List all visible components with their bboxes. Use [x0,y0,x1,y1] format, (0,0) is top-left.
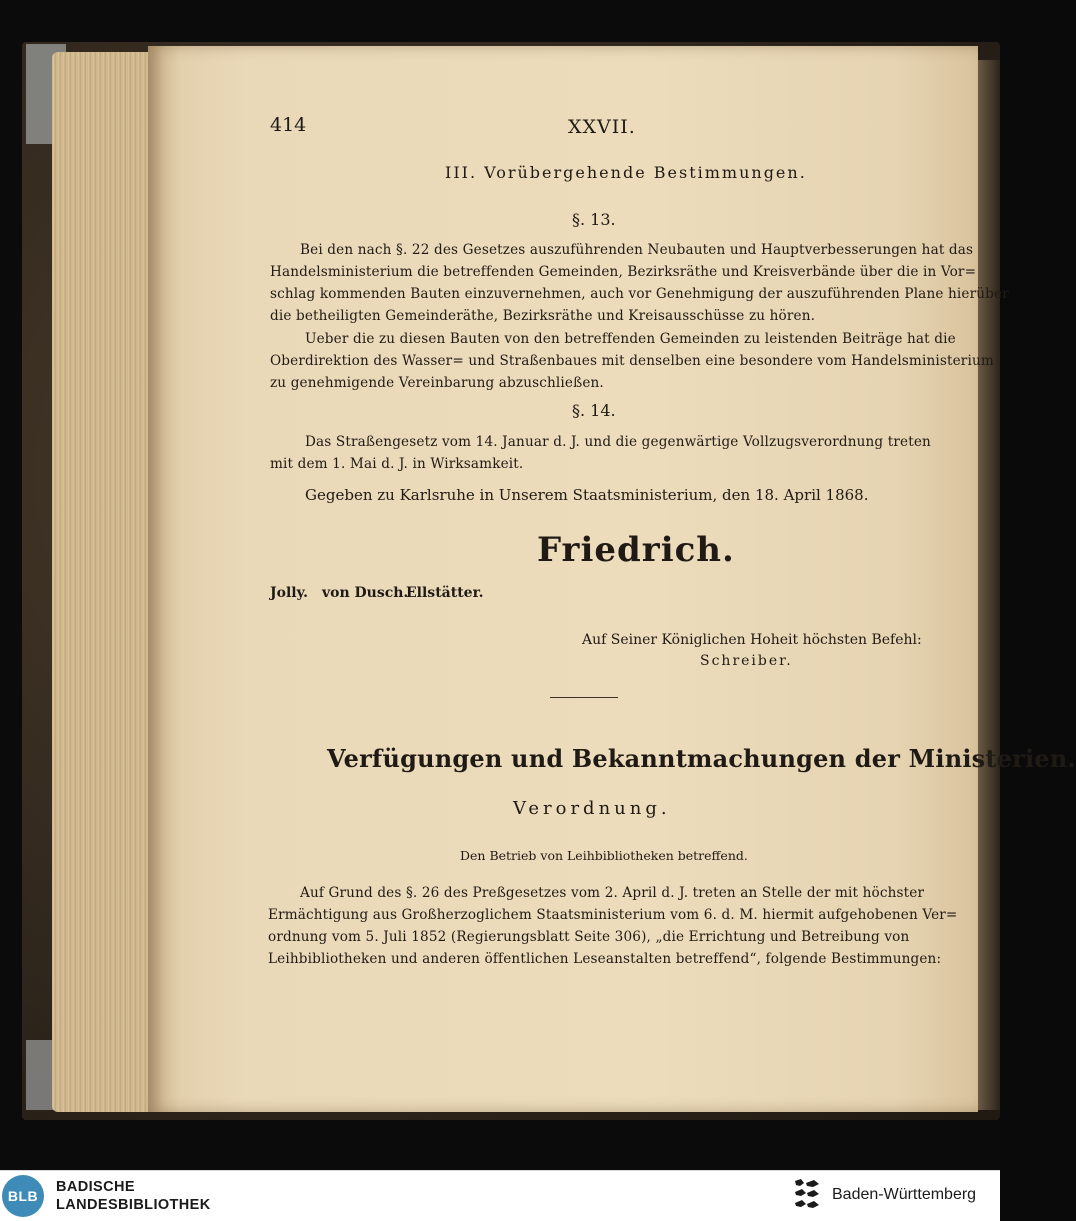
para13-line-5: Ueber die zu diesen Bauten von den betreffenden Gemeinden zu leistenden Beiträge hat die [305,331,956,347]
baden-wuerttemberg-crest-icon [792,1177,822,1215]
by-order-line: Auf Seiner Königlichen Hoheit höchsten Befehl: [582,632,922,648]
para13-line-7: zu genehmigende Vereinbarung abzuschließen. [270,375,604,391]
para13-line-3: schlag kommenden Bauten einzuvernehmen, auch vor Genehmigung der auszuführenden Plane hierüber [270,286,1009,302]
section-roman-numeral: XXVII. [568,116,636,138]
minister-ellstaetter: Ellstätter. [406,585,484,601]
section-title: III. Vorübergehende Bestimmungen. [445,163,807,182]
page-number: 414 [270,114,307,136]
para13-line-2: Handelsministerium die betreffenden Gemeinden, Bezirksräthe und Kreisverbände über die in Vor= [270,264,977,280]
section-divider [550,697,618,698]
final-line-1: Auf Grund des §. 26 des Preßgesetzes vom 2. April d. J. treten an Stelle der mit höchster [300,885,925,901]
ministry-heading: Verfügungen und Bekanntmachungen der Ministerien. [327,744,1076,773]
minister-jolly: Jolly. [270,585,309,601]
footer-bar [0,1170,1000,1221]
para14-line-1: Das Straßengesetz vom 14. Januar d. J. und die gegenwärtige Vollzugsverordnung treten [305,434,931,450]
minister-von-dusch: von Dusch. [322,585,409,601]
final-line-2: Ermächtigung aus Großherzoglichem Staatsministerium vom 6. d. M. hiermit aufgehobenen Ver= [268,907,958,923]
library-name-line1: BADISCHE [56,1179,135,1195]
subject-line: Den Betrieb von Leihbibliotheken betreffend. [460,848,748,863]
verordnung-title: Verordnung. [513,798,671,819]
para13-line-6: Oberdirektion des Wasser= und Straßenbaues mit denselben eine besondere vom Handelsministerium [270,353,994,369]
blb-logo-icon[interactable]: BLB [2,1175,44,1217]
final-line-4: Leihbibliotheken und anderen öffentlichen Leseanstalten betreffend“, folgende Bestimmungen: [268,951,942,967]
signature-friedrich: Friedrich. [537,530,735,570]
para14-line-2: mit dem 1. Mai d. J. in Wirksamkeit. [270,456,524,472]
final-line-3: ordnung vom 5. Juli 1852 (Regierungsblatt Seite 306), „die Errichtung und Betreibung von [268,929,910,945]
state-name[interactable]: Baden-Württemberg [832,1186,977,1203]
para13-line-4: die betheiligten Gemeinderäthe, Bezirksräthe und Kreisausschüsse zu hören. [270,308,816,324]
schreiber-signature: Schreiber. [700,653,793,669]
para13-line-1: Bei den nach §. 22 des Gesetzes auszuführenden Neubauten und Hauptverbesserungen hat das [300,242,974,258]
library-name[interactable] [56,1178,211,1214]
library-name-line2: LANDESBIBLIOTHEK [56,1197,211,1213]
given-at-line: Gegeben zu Karlsruhe in Unserem Staatsministerium, den 18. April 1868. [305,486,869,504]
paragraph-13-label: §. 13. [572,210,616,229]
paragraph-14-label: §. 14. [572,401,616,420]
facing-page-edge [978,60,1000,1110]
